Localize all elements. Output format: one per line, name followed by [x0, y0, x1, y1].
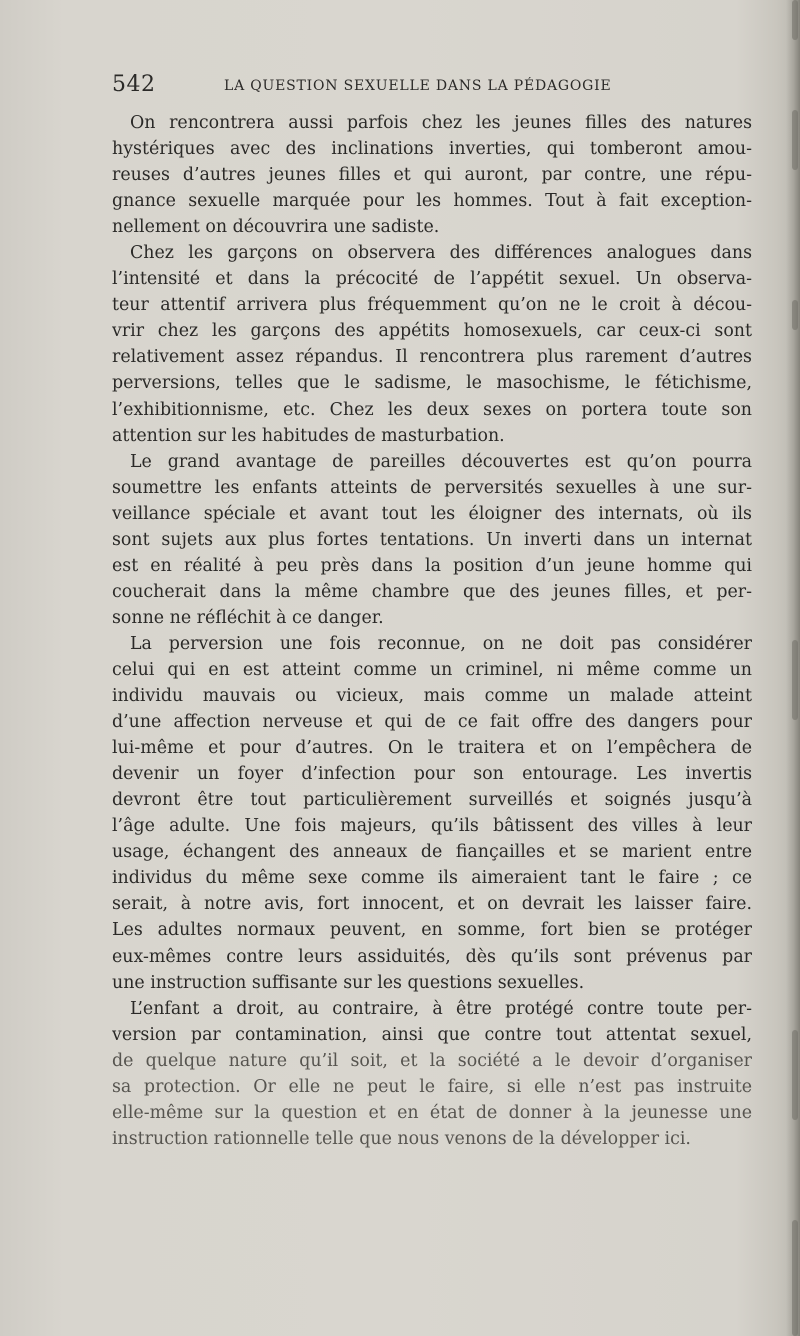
text-line: attention sur les habitudes de masturbation. — [112, 425, 505, 446]
edge-mark — [792, 110, 798, 170]
text-line: Les adultes normaux peuvent, en somme, fort bien se protéger — [112, 920, 752, 941]
text-line: individus du même sexe comme ils aimeraient tant le faire ; ce — [112, 868, 752, 889]
page-edge-shadow — [786, 0, 800, 1336]
text-line: l’âge adulte. Une fois majeurs, qu’ils bâtissent des villes à leur — [112, 816, 752, 837]
text-line: de quelque nature qu’il soit, et la société a le devoir d’organiser — [112, 1050, 752, 1071]
text-line: d’une affection nerveuse et qui de ce fait offre des dangers pour — [112, 712, 752, 733]
text-line: relativement assez répandus. Il rencontrera plus rarement d’autres — [112, 347, 752, 368]
body-text — [112, 110, 752, 1152]
edge-mark — [792, 0, 798, 40]
page-header — [112, 66, 717, 102]
text-line: hystériques avec des inclinations inverties, qui tomberont amou- — [112, 139, 752, 160]
text-line: teur attentif arrivera plus fréquemment qu’on ne le croit à décou- — [112, 295, 752, 316]
text-line: La perversion une fois reconnue, on ne doit pas considérer — [130, 633, 752, 654]
text-line: reuses d’autres jeunes filles et qui auront, par contre, une répu- — [112, 165, 752, 186]
edge-mark — [792, 1220, 798, 1336]
text-line: Chez les garçons on observera des différences analogues dans — [130, 243, 752, 264]
text-line: sa protection. Or elle ne peut le faire, si elle n’est pas instruite — [112, 1076, 752, 1097]
text-line: veillance spéciale et avant tout les éloigner des internats, où ils — [112, 503, 752, 524]
text-line: individu mauvais ou vicieux, mais comme un malade atteint — [112, 686, 752, 707]
text-line: usage, échangent des anneaux de fiançailles et se marient entre — [112, 842, 752, 863]
text-line: devront être tout particulièrement surveillés et soignés jusqu’à — [112, 790, 752, 811]
edge-mark — [792, 1030, 798, 1120]
edge-mark — [792, 640, 798, 720]
text-line: nellement on découvrira une sadiste. — [112, 217, 440, 238]
text-line: l’exhibitionnisme, etc. Chez les deux sexes on portera toute son — [112, 399, 752, 420]
text-line: eux-mêmes contre leurs assiduités, dès qu’ils sont prévenus par — [112, 946, 752, 967]
text-line: l’intensité et dans la précocité de l’appétit sexuel. Un observa- — [112, 269, 752, 290]
text-line: devenir un foyer d’infection pour son entourage. Les invertis — [112, 764, 752, 785]
text-line: Le grand avantage de pareilles découvertes est qu’on pourra — [130, 451, 752, 472]
text-line: sont sujets aux plus fortes tentations. Un inverti dans un internat — [112, 529, 752, 550]
text-line: soumettre les enfants atteints de perversités sexuelles à une sur- — [112, 477, 752, 498]
text-line: lui-même et pour d’autres. On le traitera et on l’empêchera de — [112, 738, 752, 759]
text-line: est en réalité à peu près dans la position d’un jeune homme qui — [112, 555, 752, 576]
page-number: 542 — [112, 72, 156, 97]
text-line: L’enfant a droit, au contraire, à être protégé contre toute per- — [130, 998, 752, 1019]
text-line: serait, à notre avis, fort innocent, et on devrait les laisser faire. — [112, 894, 752, 915]
text-line: On rencontrera aussi parfois chez les jeunes filles des natures — [130, 113, 752, 133]
text-line: instruction rationnelle telle que nous venons de la développer ici. — [112, 1128, 691, 1149]
text-line: sonne ne réfléchit à ce danger. — [112, 607, 384, 628]
text-line: une instruction suffisante sur les questions sexuelles. — [112, 972, 585, 993]
text-line: gnance sexuelle marquée pour les hommes. Tout à fait exception- — [112, 191, 752, 212]
text-line: version par contamination, ainsi que contre tout attentat sexuel, — [112, 1024, 752, 1045]
text-line: elle-même sur la question et en état de donner à la jeunesse une — [112, 1102, 752, 1123]
running-head: LA QUESTION SEXUELLE DANS LA PÉDAGOGIE — [224, 78, 612, 94]
text-line: coucherait dans la même chambre que des jeunes filles, et per- — [112, 581, 752, 602]
text-line: vrir chez les garçons des appétits homosexuels, car ceux-ci sont — [112, 321, 752, 342]
text-line: perversions, telles que le sadisme, le masochisme, le fétichisme, — [112, 373, 752, 394]
text-line: celui qui en est atteint comme un criminel, ni même comme un — [112, 659, 752, 680]
edge-mark — [792, 300, 798, 330]
